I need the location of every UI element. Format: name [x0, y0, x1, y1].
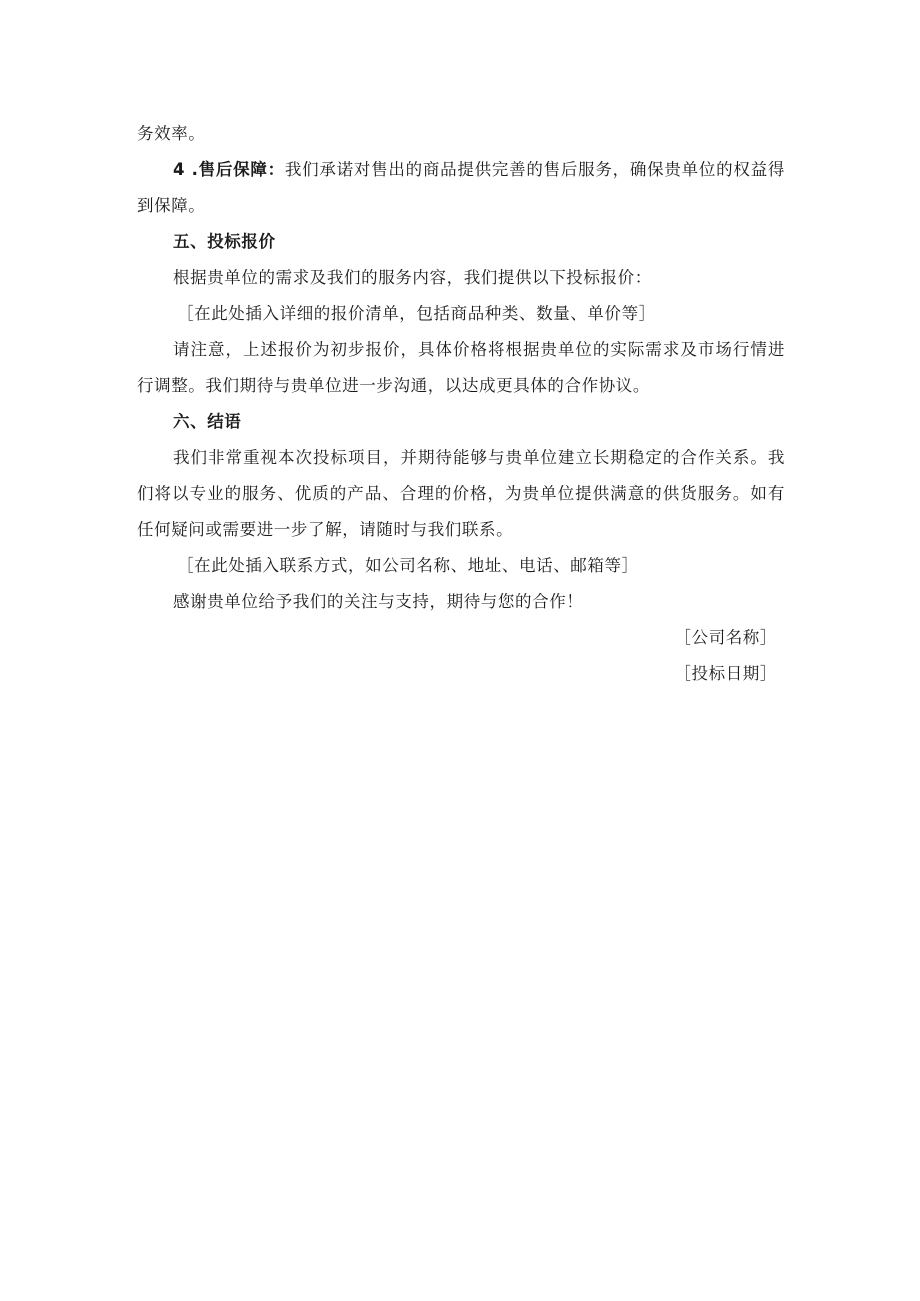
- section6-contact-placeholder: ［在此处插入联系方式，如公司名称、地址、电话、邮箱等］: [177, 556, 639, 575]
- signature-date: ［投标日期］: [674, 664, 777, 683]
- item4-text: 我们承诺对售出的商品提供完善的售后服务，确保贵单位的权益得到保障。: [137, 160, 785, 215]
- paragraph-after-sales: [137, 152, 785, 224]
- section5-quote-placeholder: ［在此处插入详细的报价清单，包括商品种类、数量、单价等］: [177, 304, 656, 323]
- item4-label: 4 .售后保障：: [173, 160, 285, 179]
- section5-heading: 五、投标报价: [173, 232, 276, 251]
- paragraph-efficiency-tail: 务效率。: [137, 124, 206, 143]
- document-body: [137, 116, 785, 692]
- section6-heading: 六、结语: [173, 412, 242, 431]
- section5-intro: 根据贵单位的需求及我们的服务内容，我们提供以下投标报价：: [173, 268, 652, 287]
- section6-body: 我们非常重视本次投标项目，并期待能够与贵单位建立长期稳定的合作关系。我们将以专业的服务、优质的产品、合理的价格，为贵单位提供满意的供货服务。如有任何疑问或需要进一步了解，请随时与我们联系。: [137, 448, 785, 539]
- section5-note: 请注意，上述报价为初步报价，具体价格将根据贵单位的实际需求及市场行情进行调整。我们期待与贵单位进一步沟通，以达成更具体的合作协议。: [137, 340, 785, 395]
- section6-thanks: 感谢贵单位给予我们的关注与支持，期待与您的合作！: [173, 592, 584, 611]
- signature-company: ［公司名称］: [674, 628, 777, 647]
